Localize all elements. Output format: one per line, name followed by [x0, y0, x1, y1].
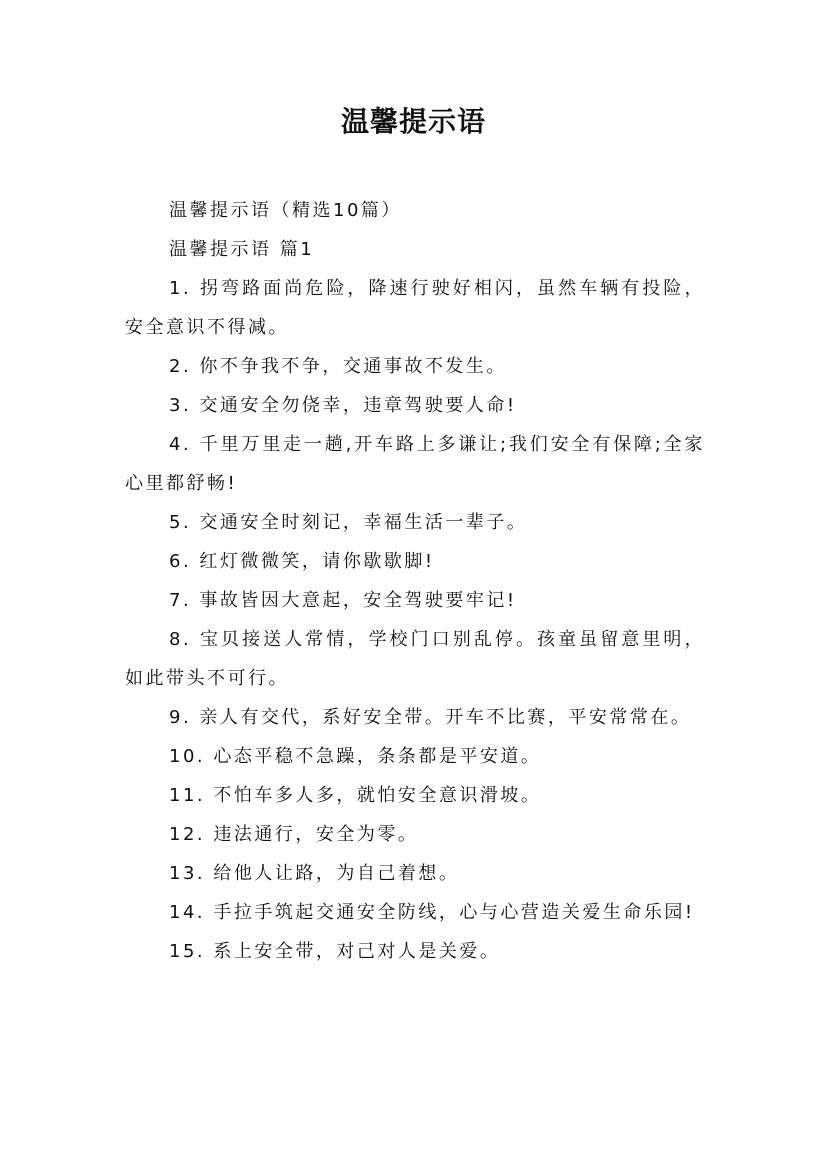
list-item: 4. 千里万里走一趟,开车路上多谦让;我们安全有保障;全家心里都舒畅! — [125, 434, 705, 494]
list-item: 11. 不怕车多人多，就怕安全意识滑坡。 — [169, 785, 542, 806]
list-item: 10. 心态平稳不急躁，条条都是平安道。 — [169, 746, 542, 767]
list-item: 5. 交通安全时刻记，幸福生活一辈子。 — [169, 512, 528, 533]
list-item: 14. 手拉手筑起交通安全防线，心与心营造关爱生命乐园! — [169, 902, 695, 923]
list-item: 6. 红灯微微笑，请你歇歇脚! — [169, 551, 435, 572]
list-item: 1. 拐弯路面尚危险，降速行驶好相闪，虽然车辆有投险，安全意识不得减。 — [125, 278, 705, 338]
list-item: 2. 你不争我不争，交通事故不发生。 — [169, 356, 507, 377]
list-item: 9. 亲人有交代，系好安全带。开车不比赛，平安常常在。 — [169, 707, 692, 728]
list-item: 13. 给他人让路，为自己着想。 — [169, 863, 460, 884]
section-heading: 温馨提示语 篇1 — [169, 239, 315, 260]
list-item: 7. 事故皆因大意起，安全驾驶要牢记! — [169, 590, 517, 611]
document-body — [125, 191, 705, 971]
document-title: 温馨提示语 — [340, 105, 486, 138]
list-item: 15. 系上安全带，对己对人是关爱。 — [169, 941, 501, 962]
list-item: 12. 违法通行，安全为零。 — [169, 824, 419, 845]
list-item: 3. 交通安全勿侥幸，违章驾驶要人命! — [169, 395, 517, 416]
list-item: 8. 宝贝接送人常情，学校门口别乱停。孩童虽留意里明，如此带头不可行。 — [125, 629, 705, 689]
paragraph-intro: 温馨提示语（精选10篇） — [169, 200, 402, 221]
